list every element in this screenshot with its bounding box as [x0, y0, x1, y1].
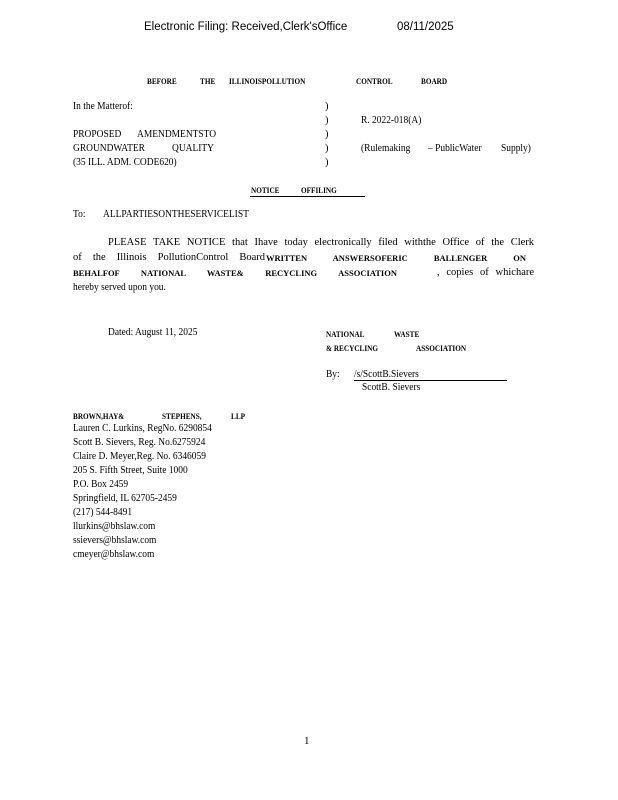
word: Illinois: [116, 252, 147, 263]
firm-email-link[interactable]: llurkins@bhslaw.com: [73, 521, 156, 532]
body-line-3b: [437, 267, 534, 278]
word: of: [475, 237, 485, 248]
word: NOTICE: [186, 237, 226, 248]
word: electronically: [314, 237, 372, 248]
filing-date: 08/11/2025: [397, 21, 454, 33]
word: Board: [239, 252, 266, 263]
word: ANSWERSOFERIC: [332, 253, 408, 263]
caption-paren: ): [325, 157, 329, 168]
word: ASSOCIATION: [338, 268, 397, 278]
word: PLEASE: [108, 237, 147, 248]
word: that: [232, 237, 248, 248]
heading-board: BOARD: [421, 76, 448, 86]
body-line-2b: [266, 253, 526, 263]
caption-groundwater: GROUNDWATER: [73, 143, 145, 154]
notice-word: NOTICE: [251, 185, 280, 195]
heading-illinois-pollution: ILLINOISPOLLUTION: [229, 76, 306, 86]
word: WRITTEN: [266, 253, 308, 263]
caption-paren: ): [325, 129, 329, 140]
word: PollutionControl: [157, 252, 229, 263]
caption-quality: QUALITY: [172, 143, 214, 154]
word: BALLENGER: [433, 253, 488, 263]
word: withthe: [404, 237, 436, 248]
word: Clerk: [510, 237, 535, 248]
signature-text: /s/ScottB.Sievers: [354, 369, 419, 380]
word: the: [92, 252, 106, 263]
word: of: [480, 267, 489, 278]
word: Office: [442, 237, 470, 248]
word: BEHALFOF: [73, 268, 120, 278]
firm-name-part: STEPHENS,: [162, 411, 202, 421]
firm-name-part: BROWN,HAY&: [73, 411, 125, 421]
word: , copies: [437, 267, 474, 278]
word: filed: [378, 237, 398, 248]
caption-paren: ): [325, 101, 329, 112]
signer-name: ScottB. Sievers: [362, 382, 421, 393]
word: whichare: [495, 267, 535, 278]
firm-line: (217) 544-8491: [73, 507, 133, 518]
signature-line: [354, 380, 507, 381]
word: NATIONAL: [140, 268, 186, 278]
word: Ihave: [254, 237, 278, 248]
filing-stamp: Electronic Filing: Received,Clerk'sOffice: [144, 21, 348, 33]
caption-proposed: PROPOSED: [73, 129, 122, 140]
body-line-1: [108, 237, 534, 248]
body-line-4: hereby served upon you.: [73, 282, 166, 293]
caption-paren: ): [325, 143, 329, 154]
caption-paren: ): [325, 115, 329, 126]
firm-line: Springfield, IL 62705-2459: [73, 493, 177, 504]
page-number: 1: [304, 735, 310, 747]
caption-code: (35 ILL. ADM. CODE620): [73, 157, 177, 168]
word: TAKE: [153, 237, 181, 248]
word: WASTE&: [206, 268, 244, 278]
caption-amendments: AMENDMENTSTO: [137, 129, 217, 140]
public-water-label: – PublicWater: [428, 143, 482, 154]
word: RECYCLING: [265, 268, 318, 278]
supply-label: Supply): [501, 143, 531, 154]
caption-in-matter: In the Matterof:: [73, 101, 133, 112]
rulemaking-label: (Rulemaking: [361, 143, 411, 154]
service-list-label: ALLPARTIESONTHESERVICELIST: [103, 209, 249, 220]
firm-line: Claire D. Meyer,Reg. No. 6346059: [73, 451, 206, 462]
docket-number: R. 2022-018(A): [361, 115, 422, 126]
heading-control: CONTROL: [356, 76, 393, 86]
org-national: NATIONAL: [326, 329, 365, 339]
word: ON: [513, 253, 526, 263]
body-line-2a: [73, 252, 265, 263]
org-association: ASSOCIATION: [416, 343, 467, 353]
to-label: To:: [73, 209, 86, 220]
word: of: [73, 252, 82, 263]
firm-email-link[interactable]: cmeyer@bhslaw.com: [73, 549, 155, 560]
of-filing-word: OFFILING: [301, 185, 337, 195]
org-recycling: & RECYCLING: [326, 343, 378, 353]
firm-line: Scott B. Sievers, Reg. No.6275924: [73, 437, 206, 448]
by-label: By:: [326, 369, 340, 380]
org-waste: WASTE: [394, 329, 420, 339]
firm-email-link[interactable]: ssievers@bhslaw.com: [73, 535, 157, 546]
heading-before: BEFORE: [147, 76, 177, 86]
dated-line: Dated: August 11, 2025: [108, 327, 198, 338]
firm-name-part: LLP: [231, 411, 246, 421]
notice-title-underline: [250, 196, 365, 197]
firm-line: 205 S. Fifth Street, Suite 1000: [73, 465, 188, 476]
heading-the: THE: [200, 76, 216, 86]
body-line-3a: [73, 268, 397, 278]
firm-line: Lauren C. Lurkins, RegNo. 6290854: [73, 423, 212, 434]
word: the: [491, 237, 505, 248]
word: today: [284, 237, 308, 248]
firm-line: P.O. Box 2459: [73, 479, 129, 490]
